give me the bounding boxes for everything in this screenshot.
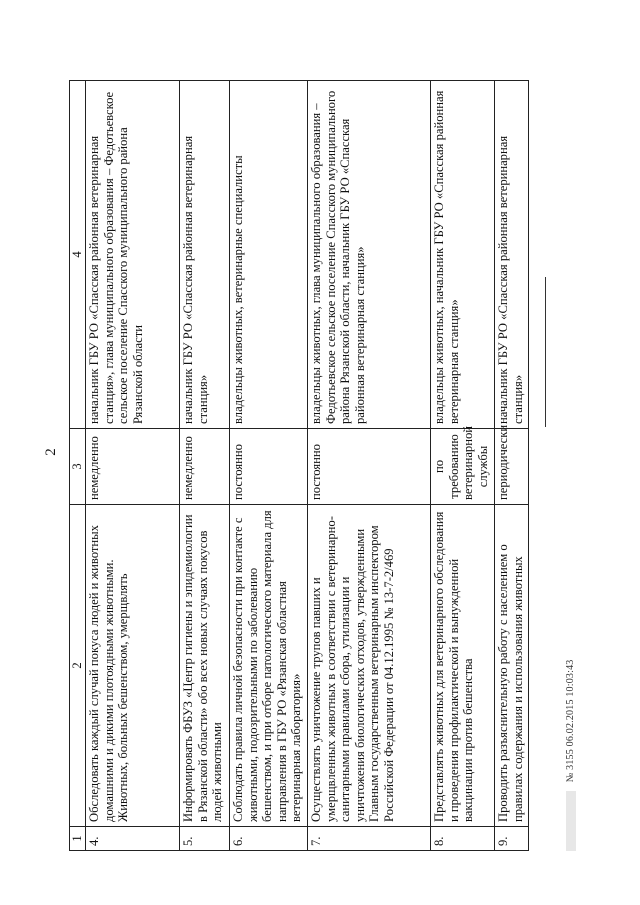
row-number: 5. [180,827,230,851]
row-number: 7. [308,827,431,851]
row-number: 9. [495,827,529,851]
term-cell: немедленно [86,429,180,505]
responsible-cell: начальник ГБУ РО «Спасская районная ветеринарная станция» [180,81,230,429]
column-header: 3 [70,429,86,505]
measure-cell: Информировать ФБУЗ «Центр гигиены и эпидемиологии в Рязанской области» обо всех новых случаях покусов людей животными [180,505,230,827]
measure-cell: Обследовать каждый случай покуса людей и животных домашними и дикими плотоядными животными. Животных, больных бешенством, умерщвлять [86,505,180,827]
table-row [86,81,180,851]
rotated-page-content [45,37,595,867]
term-cell: немедленно [180,429,230,505]
row-number: 8. [431,827,495,851]
measures-table [69,80,529,851]
column-header: 1 [70,827,86,851]
term-cell: периодически [495,429,529,505]
responsible-cell: владельцы животных, начальник ГБУ РО «Спасская районная ветеринарная станция» [431,81,495,429]
responsible-cell: владельцы животных, ветеринарные специалисты [230,81,308,429]
table-header-row [70,81,86,851]
term-cell: постоянно [230,429,308,505]
measure-cell: Представлять животных для ветеринарного обследования и проведения профилактической и вынужденной вакцинации против бешенства [431,505,495,827]
column-header: 4 [70,81,86,429]
document-footer [565,659,576,851]
table-row [308,81,431,851]
stamp-mark [566,791,576,851]
page-number: 2 [43,448,59,456]
measure-cell: Проводить разъяснительную работу с населением о правилах содержания и использования животных [495,505,529,827]
table-row [495,81,529,851]
responsible-cell: начальник ГБУ РО «Спасская районная ветеринарная станция» [495,81,529,429]
responsible-cell: начальник ГБУ РО «Спасская районная ветеринарная станция», глава муниципального образования – Федотьевское сельское поселение Спасского муниципального района Рязанской области [86,81,180,429]
responsible-cell: владельцы животных, глава муниципального образования – Федотьевское сельское поселение Спасского муниципального района Рязанской области, начальник ГБУ РО «Спасская районная ветеринарная станция» [308,81,431,429]
measure-cell: Осуществлять уничтожение трупов павших и умерщвленных животных в соответствии с ветеринарно-санитарными правилами сбора, утилизации и уничтожения биологических отходов, утвержденными Главным государственным ветеринарным инспектором Российской Федерации от 04.12.1995 № 13-7-2/469 [308,505,431,827]
measure-cell: Соблюдать правила личной безопасности при контакте с животными, подозрительными по заболеванию бешенством, и при отборе патологического материала для направления в ГБУ РО «Рязанская областная ветеринарная лаборатория» [230,505,308,827]
row-number: 6. [230,827,308,851]
column-header: 2 [70,505,86,827]
registration-number: № 3155 06.02.2015 10:03:43 [565,659,576,783]
row-number: 4. [86,827,180,851]
table-row [431,81,495,851]
table-row [180,81,230,851]
term-cell: по требованию ветеринарной службы [431,429,495,505]
term-cell: постоянно [308,429,431,505]
table-row [230,81,308,851]
signature-rule [545,277,546,427]
